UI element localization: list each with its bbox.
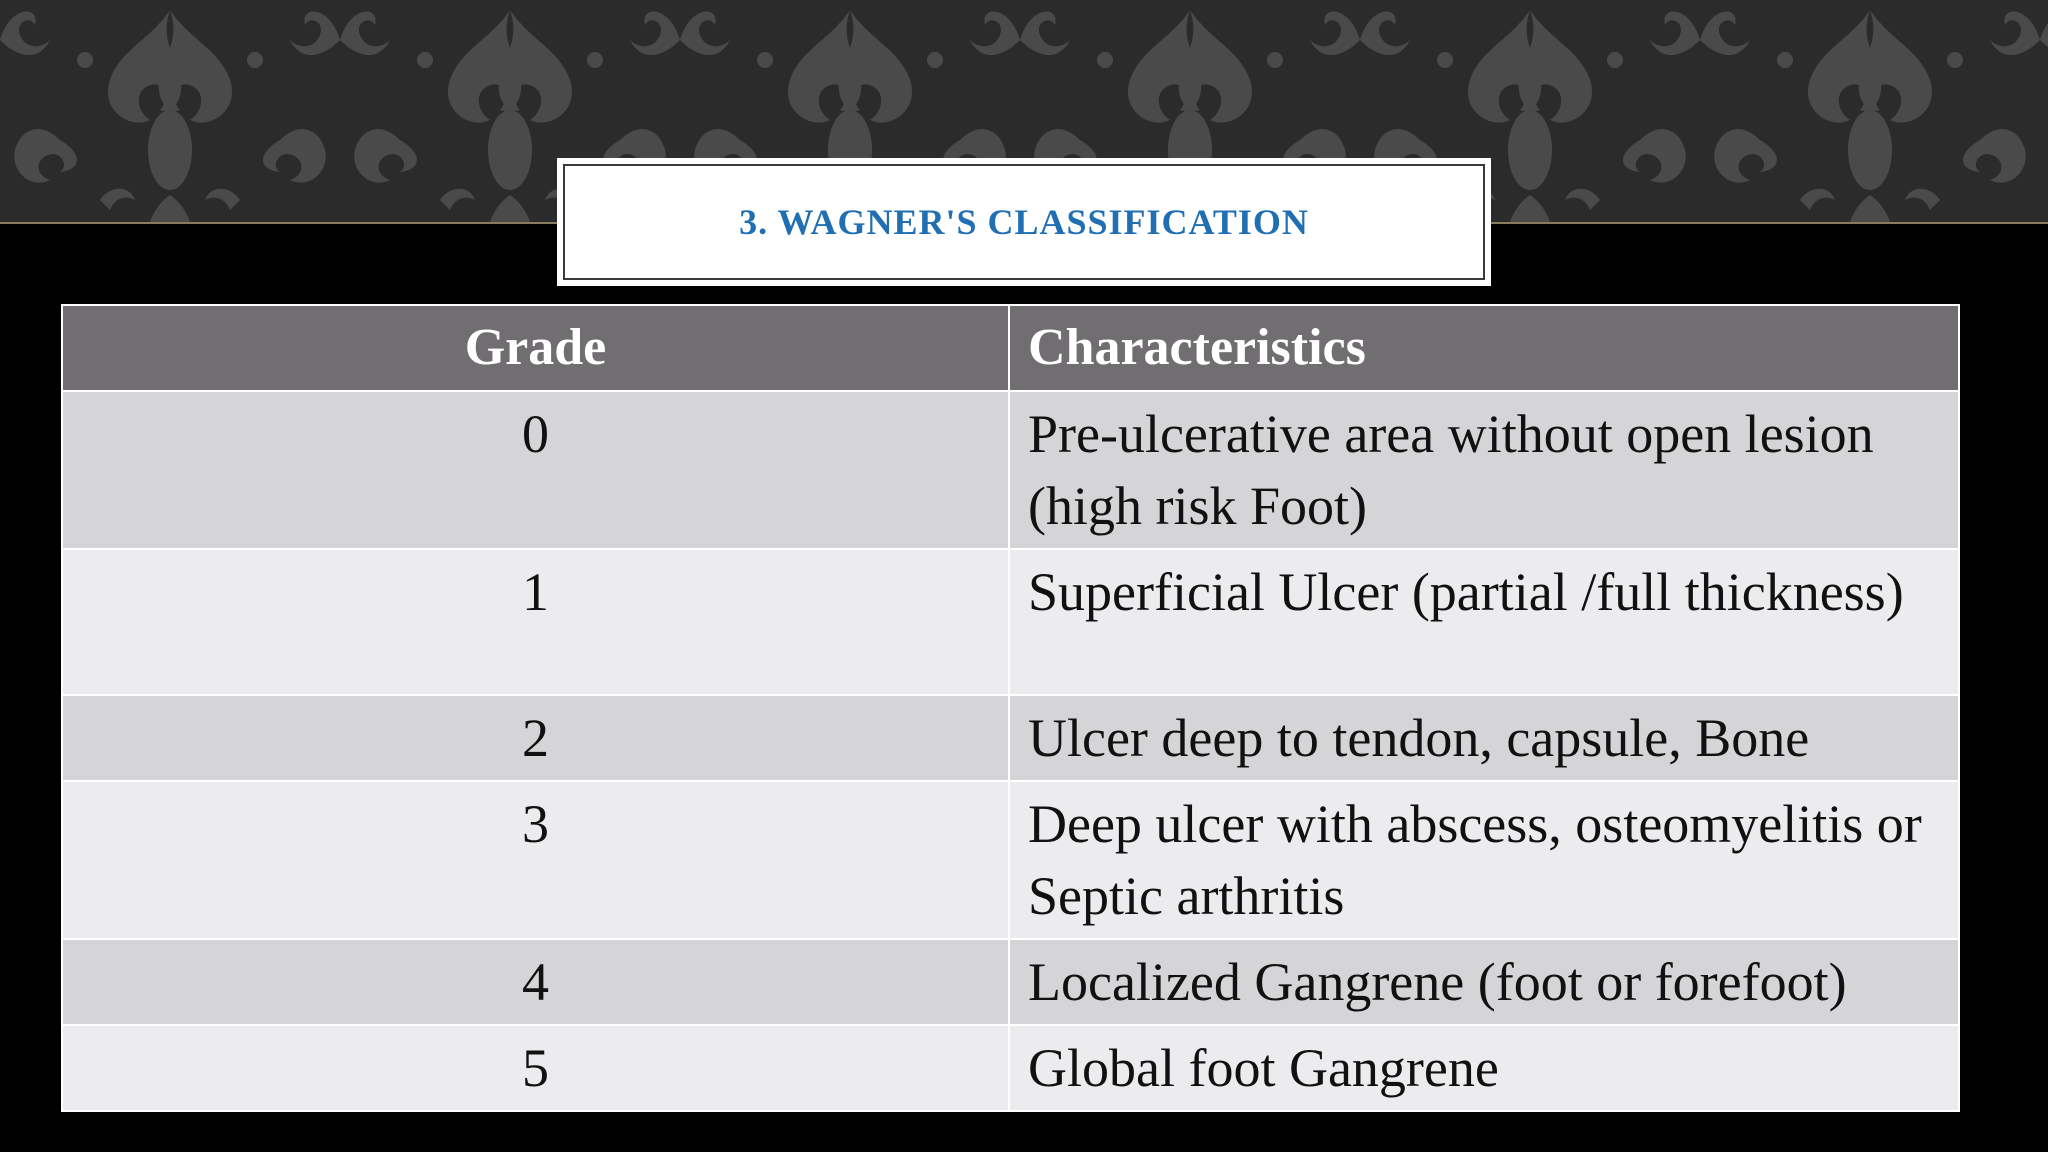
wagner-table-container: [61, 304, 1958, 1112]
grade-cell: 0: [62, 391, 1009, 549]
characteristics-cell: Localized Gangrene (foot or forefoot): [1009, 939, 1959, 1025]
table-row: [62, 781, 1959, 939]
table-row: [62, 1025, 1959, 1111]
characteristics-cell: Global foot Gangrene: [1009, 1025, 1959, 1111]
characteristics-cell: Ulcer deep to tendon, capsule, Bone: [1009, 695, 1959, 781]
wagner-classification-table: [61, 304, 1960, 1112]
table-row: [62, 695, 1959, 781]
table-row: [62, 549, 1959, 695]
table-row: [62, 391, 1959, 549]
grade-cell: 5: [62, 1025, 1009, 1111]
header-characteristics: Characteristics: [1009, 305, 1959, 391]
table-row: [62, 939, 1959, 1025]
grade-cell: 3: [62, 781, 1009, 939]
table-header-row: [62, 305, 1959, 391]
characteristics-cell: Superficial Ulcer (partial /full thickness): [1009, 549, 1959, 695]
slide-title: 3. WAGNER'S CLASSIFICATION: [739, 202, 1309, 242]
characteristics-cell: Pre-ulcerative area without open lesion (high risk Foot): [1009, 391, 1959, 549]
characteristics-cell: Deep ulcer with abscess, osteomyelitis or Septic arthritis: [1009, 781, 1959, 939]
title-box: [557, 158, 1491, 286]
grade-cell: 1: [62, 549, 1009, 695]
grade-cell: 4: [62, 939, 1009, 1025]
header-grade: Grade: [62, 305, 1009, 391]
grade-cell: 2: [62, 695, 1009, 781]
